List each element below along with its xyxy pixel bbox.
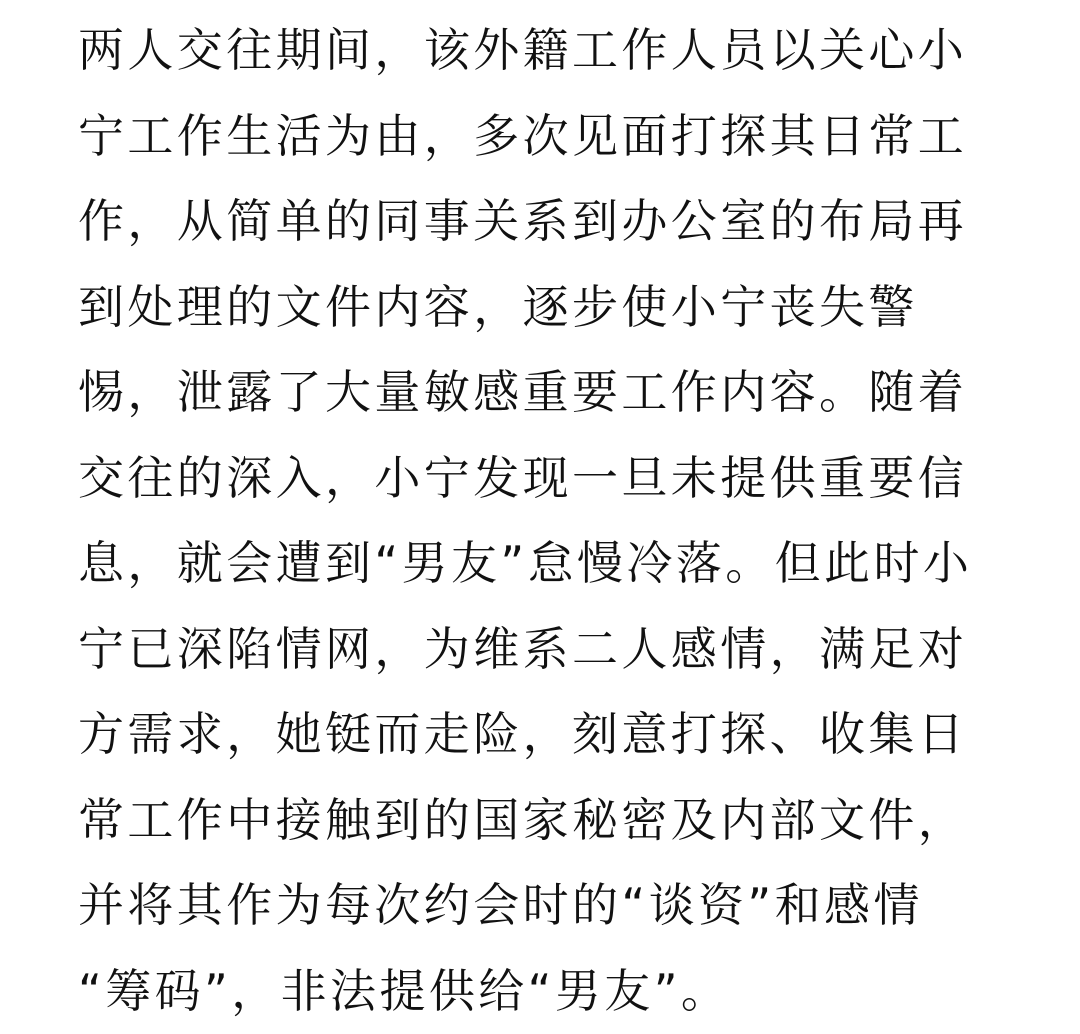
article-paragraph	[78, 8, 1018, 1034]
paragraph-line: 惕，泄露了大量敏感重要工作内容。随着	[78, 350, 1018, 436]
paragraph-line: 常工作中接触到的国家秘密及内部文件，	[78, 778, 1018, 864]
paragraph-line: 并将其作为每次约会时的“谈资”和感情	[78, 863, 1018, 949]
paragraph-line: 交往的深入，小宁发现一旦未提供重要信	[78, 436, 1018, 522]
paragraph-line: 方需求，她铤而走险，刻意打探、收集日	[78, 692, 1018, 778]
paragraph-line: 宁已深陷情网，为维系二人感情，满足对	[78, 607, 1018, 693]
paragraph-line: 息，就会遭到“男友”怠慢冷落。但此时小	[78, 521, 1018, 607]
paragraph-line: 到处理的文件内容，逐步使小宁丧失警	[78, 265, 1018, 351]
paragraph-line: 宁工作生活为由，多次见面打探其日常工	[78, 94, 1018, 180]
paragraph-line: 两人交往期间，该外籍工作人员以关心小	[78, 8, 1018, 94]
paragraph-line: 作，从简单的同事关系到办公室的布局再	[78, 179, 1018, 265]
paragraph-line: “筹码”，非法提供给“男友”。	[78, 949, 1018, 1034]
